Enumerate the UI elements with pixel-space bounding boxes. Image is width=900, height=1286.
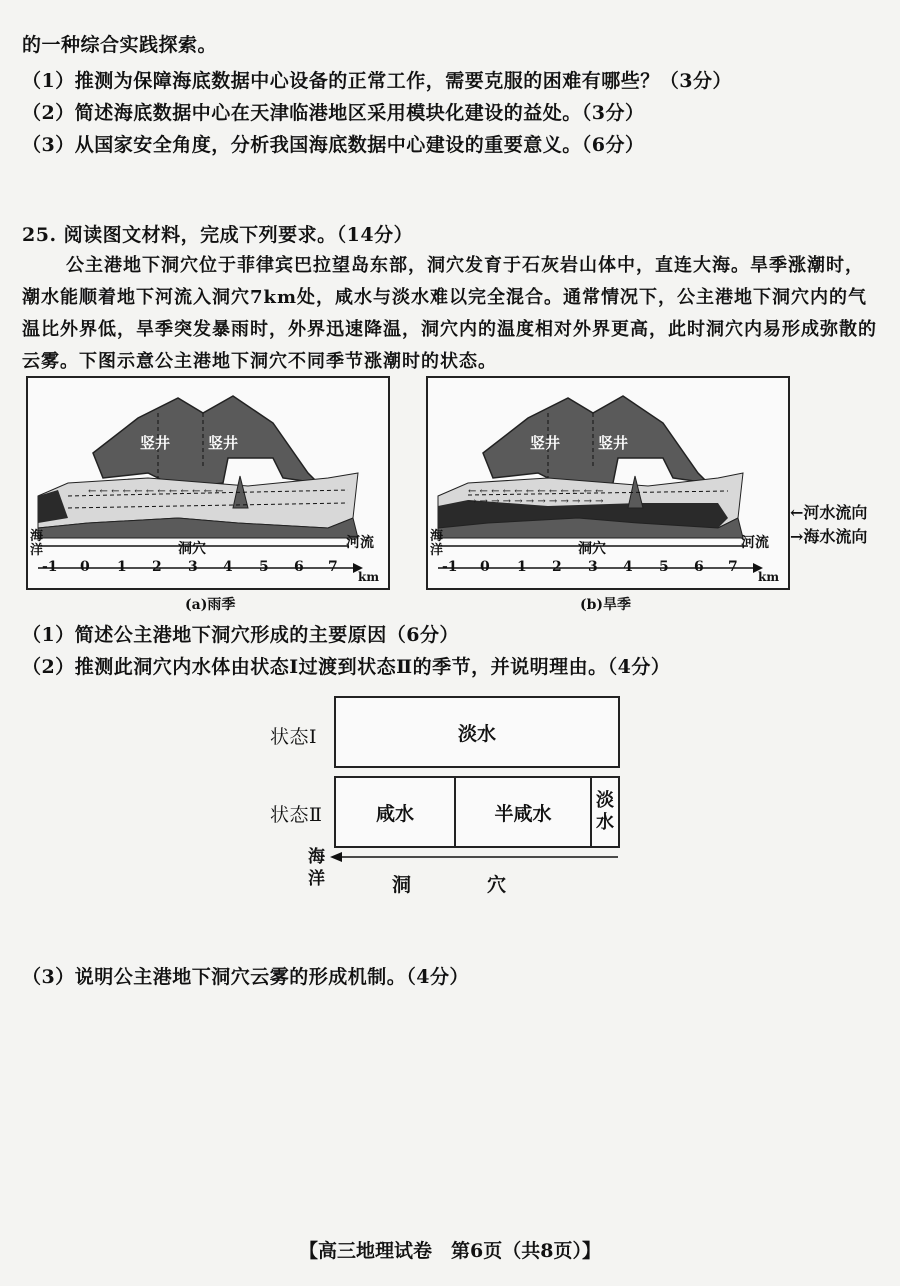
state2-freshwater: 淡水 xyxy=(596,790,614,833)
tick-label: 4 xyxy=(223,559,233,575)
figure-rainy-season xyxy=(26,376,390,590)
axis-ocean-label: 海洋 xyxy=(308,847,325,889)
tick-label: 2 xyxy=(552,559,562,575)
state1-freshwater: 淡水 xyxy=(457,722,496,745)
q24-sub2: （2）简述海底数据中心在天津临港地区采用模块化建设的益处。（3分） xyxy=(22,102,645,124)
legend-sea-flow: →海水流向 xyxy=(790,527,868,546)
tick-label: -1 xyxy=(42,559,58,575)
tick-label: 4 xyxy=(623,559,633,575)
tick-label: 0 xyxy=(480,559,490,575)
svg-text:← ← ← ← ← ← ← ← ← ← ← ←: ← ← ← ← ← ← ← ← ← ← ← ← xyxy=(88,486,224,497)
tick-label: 1 xyxy=(517,559,527,575)
text-fragment: 的一种综合实践探索。 xyxy=(22,34,218,56)
unit-label: km xyxy=(358,570,380,584)
state2-box xyxy=(334,776,620,848)
figure-caption: (a)雨季 xyxy=(185,597,236,613)
tick-label: 6 xyxy=(294,559,304,575)
state1-label: 状态Ⅰ xyxy=(270,726,318,748)
q25-sub2: （2）推测此洞穴内水体由状态Ⅰ过渡到状态Ⅱ的季节，并说明理由。（4分） xyxy=(22,656,671,678)
q25-header: 25. 阅读图文材料，完成下列要求。（14分） xyxy=(22,224,414,246)
state1-box xyxy=(334,696,620,768)
tick-label: 7 xyxy=(328,559,338,575)
shaft-label: 竖井 xyxy=(208,434,239,452)
cave-diagram-dry xyxy=(428,378,788,588)
unit-label: km xyxy=(758,570,780,584)
tick-label: 1 xyxy=(117,559,127,575)
q25-sub3: （3）说明公主港地下洞穴云雾的形成机制。（4分） xyxy=(22,966,469,988)
river-label: 河流 xyxy=(741,535,769,551)
state2-brackish: 半咸水 xyxy=(456,778,592,846)
state2-saltwater: 咸水 xyxy=(336,778,456,846)
q25-material: 公主港地下洞穴位于菲律宾巴拉望岛东部，洞穴发育于石灰岩山体中，直连大海。旱季涨潮时，潮水能顺着地下河流入洞穴7km处，咸水与淡水难以完全混合。通常情况下，公主港地下洞穴内的气温比外界低，旱季突发暴雨时，外界迅速降温，洞穴内的温度相对外界更高，此时洞穴内易形成弥散的云雾。下图示意公主港地下洞穴不同季节涨潮时的状态。 xyxy=(22,255,877,372)
river-label: 河流 xyxy=(346,535,374,551)
shaft-label: 竖井 xyxy=(530,434,561,452)
q24-sub3: （3）从国家安全角度，分析我国海底数据中心建设的重要意义。（6分） xyxy=(22,134,645,156)
tick-label: 5 xyxy=(659,559,669,575)
tick-label: 2 xyxy=(152,559,162,575)
figure-dry-season xyxy=(426,376,790,590)
cave-label: 洞穴 xyxy=(578,541,606,557)
legend-river-flow: ←河水流向 xyxy=(790,503,868,522)
arrow-right-icon: → xyxy=(790,527,804,546)
svg-text:→ → → → → → → → → → → →: → → → → → → → → → → → → xyxy=(468,496,604,507)
ocean-label: 海洋 xyxy=(430,529,444,558)
tick-label: 0 xyxy=(80,559,90,575)
q25-sub1: （1）简述公主港地下洞穴形成的主要原因（6分） xyxy=(22,624,459,646)
shaft-label: 竖井 xyxy=(140,434,171,452)
tick-label: 5 xyxy=(259,559,269,575)
ocean-label: 海洋 xyxy=(30,529,44,558)
tick-label: 6 xyxy=(694,559,704,575)
tick-label: 7 xyxy=(728,559,738,575)
axis-cave-label: 洞 穴 xyxy=(392,874,507,896)
cave-axis-arrow xyxy=(330,850,620,864)
cave-diagram-rainy xyxy=(28,378,388,588)
q24-sub1: （1）推测为保障海底数据中心设备的正常工作，需要克服的困难有哪些？（3分） xyxy=(22,70,732,92)
arrow-left-icon: ← xyxy=(790,503,804,522)
page-footer: 【高三地理试卷 第6页（共8页）】 xyxy=(299,1240,601,1262)
figure-caption: (b)旱季 xyxy=(580,597,632,613)
tick-label: 3 xyxy=(188,559,198,575)
tick-label: -1 xyxy=(442,559,458,575)
shaft-label: 竖井 xyxy=(598,434,629,452)
cave-label: 洞穴 xyxy=(178,541,206,557)
tick-label: 3 xyxy=(588,559,598,575)
svg-text:← ← ← ← ← ← ← ← ← ← ← ←: ← ← ← ← ← ← ← ← ← ← ← ← xyxy=(468,486,604,497)
state2-label: 状态Ⅱ xyxy=(270,804,323,826)
